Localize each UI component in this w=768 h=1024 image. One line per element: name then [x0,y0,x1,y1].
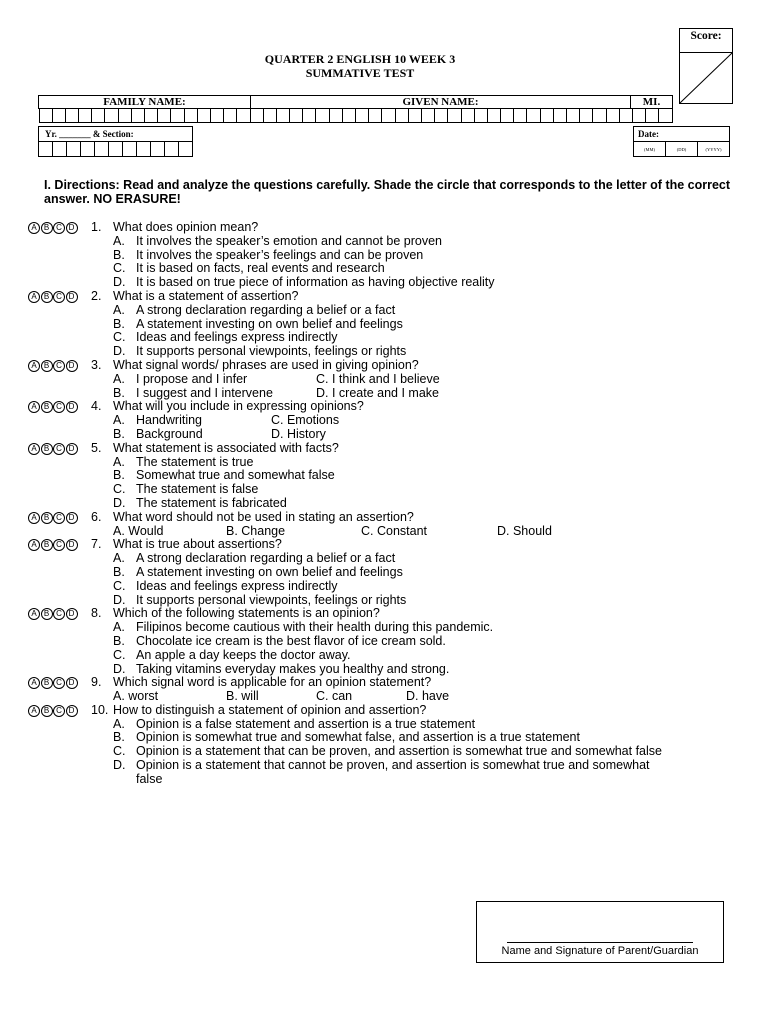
signature-line[interactable] [507,942,693,943]
answer-option [28,580,748,594]
answer-bubble-c[interactable]: C [53,443,65,455]
name-letter-box[interactable] [316,109,329,123]
option-letter: B. [113,247,125,262]
option-text: Ideas and feelings express indirectly [136,330,338,345]
name-letter-box[interactable] [237,109,250,123]
answer-option [28,594,748,608]
answer-option [28,373,748,387]
score-box [679,28,733,104]
answer-bubble-b[interactable]: B [41,677,53,689]
option-letter: D. [113,344,126,359]
question-number: 10. [91,702,109,717]
option-letter: C. [113,330,126,345]
answer-option [28,331,748,345]
name-letter-box[interactable] [422,109,435,123]
answer-bubble-a[interactable]: A [28,360,40,372]
answer-option [28,345,748,359]
score-diagonal [680,53,732,103]
question-text: Which signal word is applicable for an opinion statement? [113,675,432,690]
answer-option [28,318,748,332]
name-letter-box[interactable] [39,109,53,123]
name-letter-box[interactable] [356,109,369,123]
inline-option: A. Would [113,523,164,538]
answer-bubble-a[interactable]: A [28,222,40,234]
family-name-label: FAMILY NAME: [39,96,251,109]
section-letter-box[interactable] [137,142,151,157]
section-letter-box[interactable] [165,142,179,157]
section-label: Yr. _______ & Section: [39,127,193,142]
option-text-continued: false [136,771,163,786]
section-table [38,126,193,157]
option-text: It involves the speaker’s emotion and cannot be proven [136,233,442,248]
option-second-column: C. Emotions [271,413,340,428]
option-text: A statement investing on own belief and feelings [136,564,403,579]
answer-bubble-d[interactable]: D [66,608,78,620]
question-text: What will you include in expressing opinions? [113,399,364,414]
answer-bubble-d[interactable]: D [66,360,78,372]
option-second-column: D. I create and I make [316,385,439,400]
name-letter-box[interactable] [659,109,672,123]
name-letter-box[interactable] [527,109,540,123]
answer-bubble-c[interactable]: C [53,512,65,524]
question-stem [91,290,299,304]
question-3 [28,359,748,373]
option-letter: B. [113,633,125,648]
answer-bubble-a[interactable]: A [28,401,40,413]
name-letter-box[interactable] [620,109,633,123]
answer-option [28,414,748,428]
name-letter-box[interactable] [409,109,422,123]
name-letter-box[interactable] [343,109,356,123]
question-text: What is a statement of assertion? [113,288,299,303]
section-letter-box[interactable] [151,142,165,157]
question-8 [28,607,748,621]
name-letter-box[interactable] [462,109,475,123]
answer-bubble-c[interactable]: C [53,291,65,303]
question-4 [28,400,748,414]
option-letter: C. [113,744,126,759]
name-letter-box[interactable] [541,109,554,123]
answer-bubble-c[interactable]: C [53,222,65,234]
section-letter-box[interactable] [95,142,109,157]
question-number: 3. [91,357,102,372]
answer-option [28,649,748,663]
name-letter-box[interactable] [633,109,646,123]
answer-option [28,249,748,263]
name-letter-box[interactable] [277,109,290,123]
answer-bubble-b[interactable]: B [41,401,53,413]
inline-option: D. Should [497,523,552,538]
name-letter-box[interactable] [580,109,593,123]
option-letter: A. [113,454,125,469]
option-text: Ideas and feelings express indirectly [136,578,338,593]
answer-option [28,566,748,580]
question-number: 9. [91,675,102,690]
answer-option [28,456,748,470]
answer-bubble-d[interactable]: D [66,443,78,455]
inline-option: D. have [406,689,450,704]
name-letter-box[interactable] [198,109,211,123]
question-stem [91,400,364,414]
given-name-label: GIVEN NAME: [251,96,631,109]
signature-box [476,901,724,963]
answer-option [28,718,748,732]
name-letter-box[interactable] [593,109,606,123]
option-letter: C. [113,578,126,593]
option-text: It is based on true piece of information as having objective reality [136,275,495,290]
date-table [633,126,730,157]
answer-bubble-b[interactable]: B [41,222,53,234]
option-text: Handwriting [136,413,203,428]
answer-bubble-d[interactable]: D [66,539,78,551]
question-stem [91,704,426,718]
name-letter-box[interactable] [92,109,105,123]
name-letter-box[interactable] [396,109,409,123]
option-text: It supports personal viewpoints, feelings or rights [136,344,407,359]
answer-option [28,497,748,511]
name-letter-box[interactable] [224,109,237,123]
option-text: A strong declaration regarding a belief or a fact [136,551,396,566]
name-letter-box[interactable] [185,109,198,123]
option-letter: C. [113,647,126,662]
option-letter: A. [113,302,125,317]
option-letter: B. [113,730,125,745]
name-letter-box[interactable] [514,109,527,123]
answer-bubble-b[interactable]: B [41,539,53,551]
question-number: 5. [91,440,102,455]
answer-bubble-a[interactable]: A [28,443,40,455]
name-letter-box[interactable] [79,109,92,123]
answer-bubble-c[interactable]: C [53,677,65,689]
inline-option: B. Change [226,523,286,538]
option-text: I suggest and I intervene [136,385,273,400]
option-text: A strong declaration regarding a belief or a fact [136,302,396,317]
date-dd[interactable]: (DD) [666,142,698,157]
inline-option: A. worst [113,689,159,704]
inline-option: B. will [226,689,259,704]
question-2 [28,290,748,304]
option-letter: B. [113,385,125,400]
answer-bubble-d[interactable]: D [66,705,78,717]
name-letter-box[interactable] [646,109,659,123]
answer-option [28,621,748,635]
option-letter: B. [113,564,125,579]
name-letter-box[interactable] [66,109,79,123]
option-text: It supports personal viewpoints, feelings or rights [136,592,407,607]
date-yyyy[interactable]: (YYYY) [698,142,730,157]
name-boxes-row [39,109,673,124]
name-letter-box[interactable] [158,109,171,123]
answer-option [28,635,748,649]
mi-label: MI. [631,96,673,109]
answer-bubble-d[interactable]: D [66,401,78,413]
question-number: 4. [91,399,102,414]
name-letter-box[interactable] [554,109,567,123]
section-letter-box[interactable] [53,142,67,157]
answer-bubble-a[interactable]: A [28,705,40,717]
question-stem [91,676,431,690]
option-text: The statement is true [136,454,254,469]
name-letter-box[interactable] [488,109,501,123]
option-letter: A. [113,371,125,386]
question-number: 6. [91,509,102,524]
option-text: It is based on facts, real events and research [136,261,385,276]
inline-option: C. can [316,689,353,704]
question-5 [28,442,748,456]
option-text: It involves the speaker’s feelings and can be proven [136,247,424,262]
answer-option [28,483,748,497]
option-letter: D. [113,661,126,676]
name-letter-box[interactable] [607,109,620,123]
question-stem [91,221,258,235]
question-text: What statement is associated with facts? [113,440,339,455]
name-letter-box[interactable] [251,109,264,123]
test-title [200,53,520,80]
name-letter-box[interactable] [382,109,395,123]
answer-option [28,469,748,483]
section-letter-box[interactable] [67,142,81,157]
answer-bubble-a[interactable]: A [28,608,40,620]
answer-option [28,262,748,276]
option-text: I propose and I infer [136,371,248,386]
name-letter-box[interactable] [369,109,382,123]
name-letter-box[interactable] [475,109,488,123]
title-line-2: SUMMATIVE TEST [305,65,415,80]
question-text: What is true about assertions? [113,537,282,552]
question-1 [28,221,748,235]
option-text: A statement investing on own belief and feelings [136,316,403,331]
answer-option [28,759,748,773]
option-text: Chocolate ice cream is the best flavor of ice cream sold. [136,633,446,648]
option-letter: D. [113,495,126,510]
answer-bubble-d[interactable]: D [66,291,78,303]
name-letter-box[interactable] [119,109,132,123]
question-text: What signal words/ phrases are used in giving opinion? [113,357,419,372]
option-text: Opinion is a statement that cannot be proven, and assertion is somewhat true and somewhat [136,758,650,773]
section-boxes-row [39,142,193,157]
answer-option [28,731,748,745]
name-letter-box[interactable] [501,109,514,123]
answer-option [28,387,748,401]
name-letter-box[interactable] [264,109,277,123]
answer-option [28,552,748,566]
option-letter: B. [113,426,125,441]
answer-bubble-d[interactable]: D [66,512,78,524]
question-list [28,221,748,787]
question-stem [91,607,380,621]
option-text: Filipinos become cautious with their health during this pandemic. [136,620,494,635]
option-text: Background [136,426,203,441]
section-letter-box[interactable] [39,142,53,157]
answer-bubble-b[interactable]: B [41,443,53,455]
option-letter: C. [113,261,126,276]
question-text: Which of the following statements is an opinion? [113,606,380,621]
option-letter: D. [113,592,126,607]
answer-bubble-b[interactable]: B [41,512,53,524]
option-letter: C. [113,482,126,497]
option-second-column: D. History [271,426,326,441]
answer-option [28,745,748,759]
name-letter-box[interactable] [435,109,448,123]
option-text: Opinion is somewhat true and somewhat false, and assertion is a true statement [136,730,580,745]
name-letter-box[interactable] [105,109,118,123]
answer-option [28,276,748,290]
option-letter: A. [113,233,125,248]
date-mm[interactable]: (MM) [634,142,666,157]
question-number: 8. [91,606,102,621]
inline-options [28,525,748,539]
option-text: The statement is false [136,482,259,497]
title-line-1: QUARTER 2 ENGLISH 10 WEEK 3 [264,52,456,66]
question-text: What word should not be used in stating an assertion? [113,509,414,524]
answer-bubble-b[interactable]: B [41,291,53,303]
name-letter-box[interactable] [290,109,303,123]
name-letter-box[interactable] [132,109,145,123]
date-label: Date: [634,127,730,142]
name-letter-box[interactable] [171,109,184,123]
inline-options [28,690,748,704]
question-text: What does opinion mean? [113,220,259,234]
answer-bubble-c[interactable]: C [53,539,65,551]
name-letter-box[interactable] [211,109,224,123]
answer-bubble-b[interactable]: B [41,608,53,620]
option-letter: D. [113,275,126,290]
question-stem [91,511,414,525]
answer-bubble-b[interactable]: B [41,705,53,717]
name-letter-box[interactable] [330,109,343,123]
question-number: 2. [91,288,102,303]
answer-option [28,235,748,249]
option-text: Opinion is a false statement and assertion is a true statement [136,716,476,731]
name-letter-box[interactable] [448,109,461,123]
question-stem [91,359,419,373]
answer-bubble-c[interactable]: C [53,401,65,413]
name-letter-box[interactable] [303,109,316,123]
option-text: An apple a day keeps the doctor away. [136,647,351,662]
option-letter: A. [113,413,125,428]
answer-bubble-a[interactable]: A [28,291,40,303]
section-letter-box[interactable] [81,142,95,157]
directions: I. Directions: Read and analyze the questions carefully. Shade the circle that corresponds to the letter of the correct answer. NO ERASURE! [44,178,731,206]
question-stem [91,538,282,552]
answer-bubble-d[interactable]: D [66,677,78,689]
name-table [38,95,673,123]
section-letter-box[interactable] [179,142,193,157]
question-number: 7. [91,537,102,552]
option-letter: B. [113,468,125,483]
question-text: How to distinguish a statement of opinion and assertion? [113,702,427,717]
section-letter-box[interactable] [109,142,123,157]
option-text: Somewhat true and somewhat false [136,468,335,483]
option-letter: B. [113,316,125,331]
option-text: The statement is fabricated [136,495,287,510]
option-second-column: C. I think and I believe [316,371,440,386]
name-letter-box[interactable] [53,109,66,123]
question-9 [28,676,748,690]
score-label: Score: [690,30,722,42]
inline-option: C. Constant [361,523,428,538]
option-letter: A. [113,620,125,635]
answer-option [28,428,748,442]
answer-bubble-b[interactable]: B [41,360,53,372]
option-letter: A. [113,716,125,731]
answer-option-continued [28,773,748,787]
answer-bubble-c[interactable]: C [53,608,65,620]
answer-bubble-a[interactable]: A [28,539,40,551]
answer-bubble-d[interactable]: D [66,222,78,234]
answer-bubble-c[interactable]: C [53,705,65,717]
option-text: Opinion is a statement that can be proven, and assertion is somewhat true and somewhat false [136,744,662,759]
option-text: Taking vitamins everyday makes you healthy and strong. [136,661,450,676]
question-number: 1. [91,220,102,234]
answer-option [28,304,748,318]
answer-bubble-a[interactable]: A [28,512,40,524]
question-10 [28,704,748,718]
option-letter: A. [113,551,125,566]
answer-bubble-c[interactable]: C [53,360,65,372]
question-stem [91,442,339,456]
option-letter: D. [113,758,126,773]
question-7 [28,538,748,552]
answer-option [28,663,748,677]
answer-bubble-a[interactable]: A [28,677,40,689]
signature-label: Name and Signature of Parent/Guardian [501,945,699,957]
question-6 [28,511,748,525]
name-letter-box[interactable] [567,109,580,123]
name-letter-box[interactable] [145,109,158,123]
section-letter-box[interactable] [123,142,137,157]
